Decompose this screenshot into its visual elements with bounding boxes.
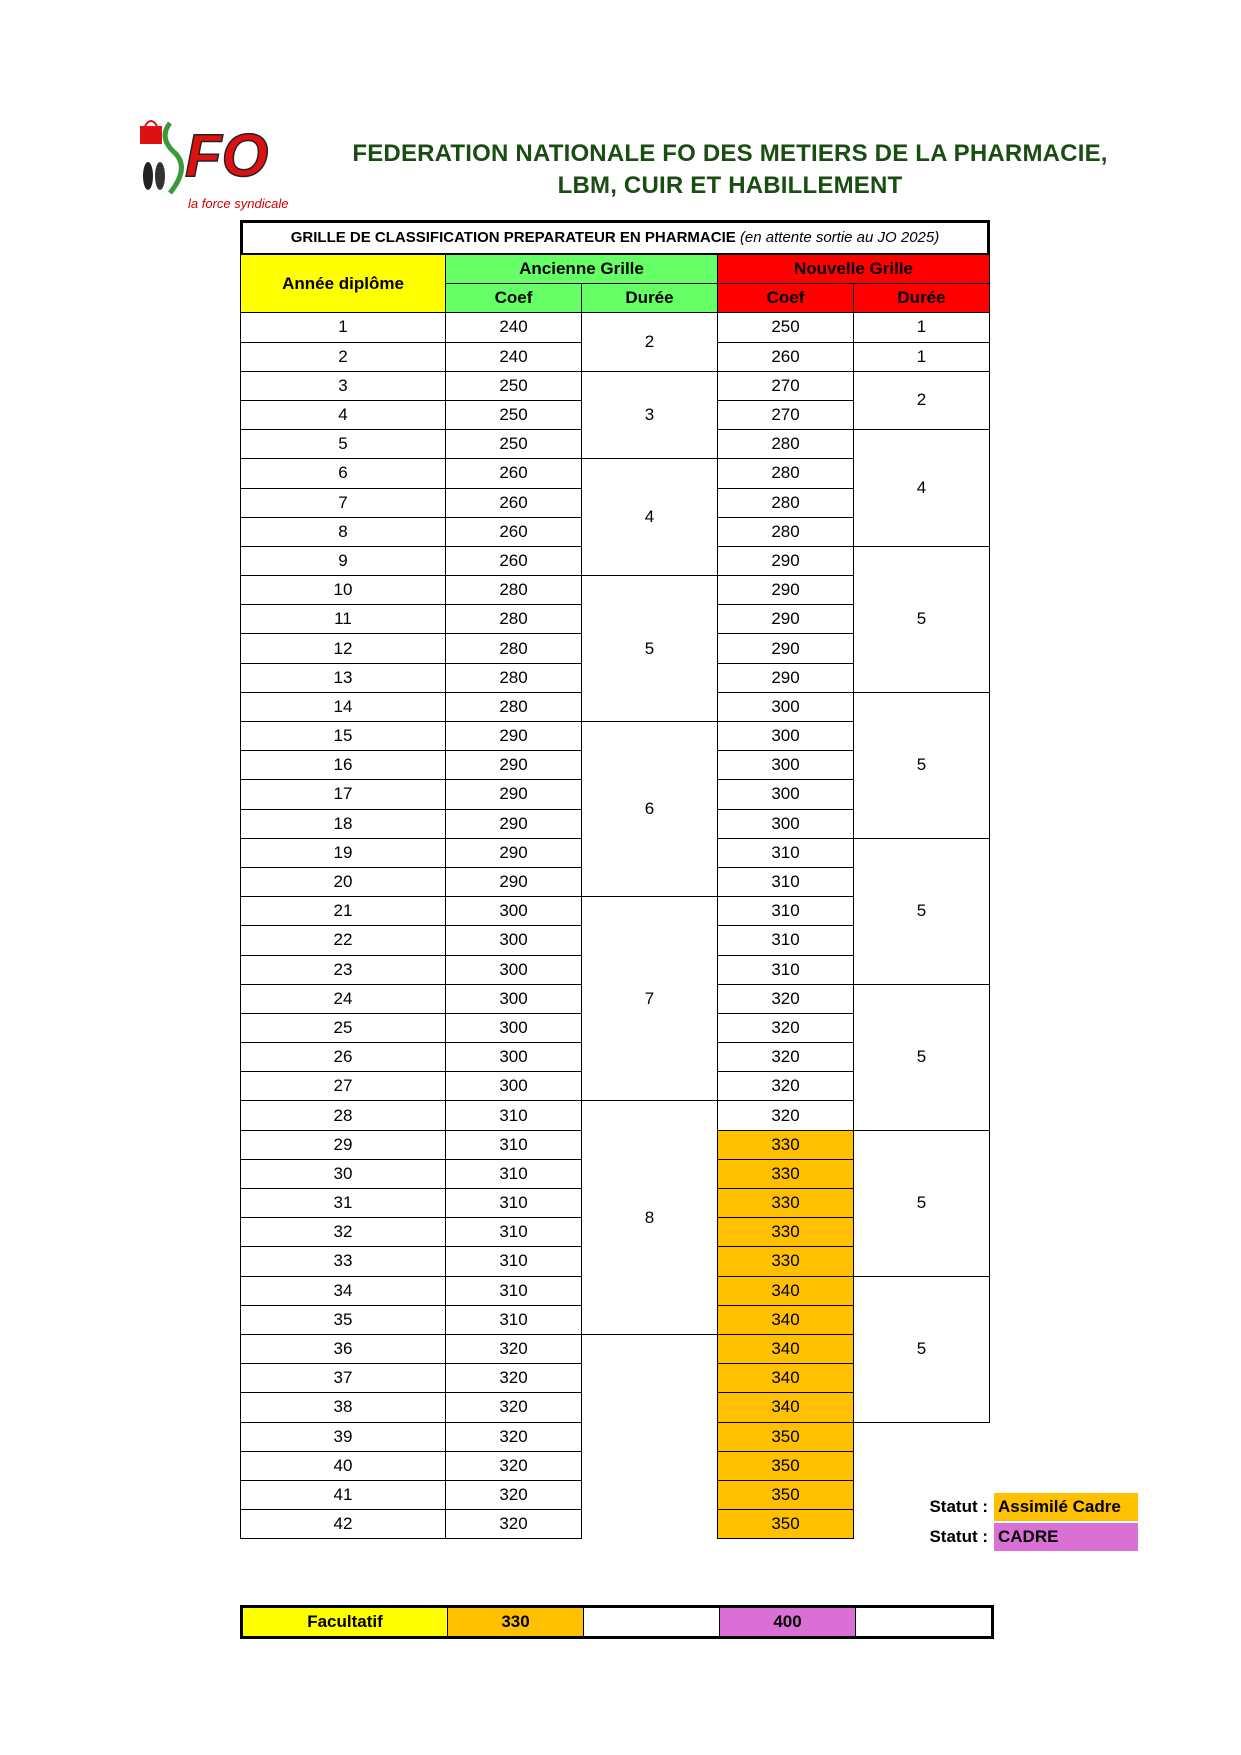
legend-value: Assimilé Cadre	[994, 1493, 1138, 1521]
old-coef-cell: 280	[446, 692, 582, 721]
new-coef-cell: 350	[718, 1422, 854, 1451]
old-coef-cell: 280	[446, 605, 582, 634]
annee-cell: 37	[241, 1364, 446, 1393]
facultatif-old-coef: 330	[448, 1607, 584, 1638]
legend-cadre	[900, 1523, 1138, 1551]
new-coef-cell: 330	[718, 1189, 854, 1218]
annee-cell: 13	[241, 663, 446, 692]
old-coef-cell: 290	[446, 867, 582, 896]
legend-label: Statut :	[929, 1497, 988, 1516]
new-duree-cell: 1	[854, 313, 990, 342]
legend-value: CADRE	[994, 1523, 1138, 1551]
header-annee: Année diplôme	[241, 255, 446, 313]
new-coef-cell: 320	[718, 1101, 854, 1130]
header-ancienne-grille: Ancienne Grille	[446, 255, 718, 284]
old-coef-cell: 290	[446, 751, 582, 780]
old-coef-cell: 260	[446, 488, 582, 517]
annee-cell: 34	[241, 1276, 446, 1305]
new-coef-cell: 290	[718, 546, 854, 575]
annee-cell: 5	[241, 430, 446, 459]
old-coef-cell: 310	[446, 1247, 582, 1276]
fo-logo	[140, 118, 310, 218]
annee-cell: 2	[241, 342, 446, 371]
old-duree-cell: 5	[582, 576, 718, 722]
new-coef-cell: 340	[718, 1393, 854, 1422]
header-old-coef: Coef	[446, 284, 582, 313]
annee-cell: 9	[241, 546, 446, 575]
old-coef-cell: 300	[446, 1043, 582, 1072]
table-row	[241, 313, 990, 342]
old-coef-cell: 290	[446, 780, 582, 809]
new-coef-cell: 320	[718, 1043, 854, 1072]
annee-cell: 12	[241, 634, 446, 663]
facultatif-old-duree	[584, 1607, 720, 1638]
annee-cell: 31	[241, 1189, 446, 1218]
new-coef-cell: 330	[718, 1218, 854, 1247]
annee-cell: 38	[241, 1393, 446, 1422]
new-coef-cell: 330	[718, 1247, 854, 1276]
old-coef-cell: 320	[446, 1510, 582, 1539]
new-coef-cell: 310	[718, 838, 854, 867]
old-coef-cell: 260	[446, 546, 582, 575]
title-line-1: FEDERATION NATIONALE FO DES METIERS DE LA PHARMACIE,	[352, 140, 1108, 167]
facultatif-new-coef: 400	[720, 1607, 856, 1638]
facultatif-label: Facultatif	[242, 1607, 448, 1638]
old-coef-cell: 310	[446, 1159, 582, 1188]
annee-cell: 29	[241, 1130, 446, 1159]
new-coef-cell: 340	[718, 1305, 854, 1334]
old-duree-cell: 7	[582, 897, 718, 1101]
old-coef-cell: 300	[446, 955, 582, 984]
old-coef-cell: 320	[446, 1480, 582, 1509]
new-coef-cell: 280	[718, 430, 854, 459]
annee-cell: 30	[241, 1159, 446, 1188]
header-new-coef: Coef	[718, 284, 854, 313]
old-duree-cell: 6	[582, 722, 718, 897]
new-duree-cell: 5	[854, 692, 990, 838]
annee-cell: 20	[241, 867, 446, 896]
annee-cell: 14	[241, 692, 446, 721]
new-coef-cell: 270	[718, 400, 854, 429]
old-coef-cell: 320	[446, 1451, 582, 1480]
old-coef-cell: 300	[446, 926, 582, 955]
old-coef-cell: 280	[446, 634, 582, 663]
new-coef-cell: 280	[718, 517, 854, 546]
new-coef-cell: 290	[718, 663, 854, 692]
old-coef-cell: 310	[446, 1305, 582, 1334]
old-coef-cell: 300	[446, 897, 582, 926]
new-coef-cell: 350	[718, 1510, 854, 1539]
old-coef-cell: 320	[446, 1334, 582, 1363]
caption-note: (en attente sortie au JO 2025)	[739, 229, 940, 246]
new-coef-cell: 290	[718, 576, 854, 605]
new-duree-cell: 5	[854, 1276, 990, 1422]
annee-cell: 23	[241, 955, 446, 984]
old-coef-cell: 310	[446, 1276, 582, 1305]
classification-table	[240, 254, 990, 1539]
new-duree-cell: 2	[854, 371, 990, 429]
new-coef-cell: 300	[718, 722, 854, 751]
new-duree-cell: 1	[854, 342, 990, 371]
old-coef-cell: 310	[446, 1189, 582, 1218]
old-coef-cell: 320	[446, 1393, 582, 1422]
new-coef-cell: 310	[718, 867, 854, 896]
old-duree-cell: 8	[582, 1101, 718, 1335]
new-coef-cell: 300	[718, 809, 854, 838]
annee-cell: 39	[241, 1422, 446, 1451]
old-coef-cell: 300	[446, 984, 582, 1013]
header-nouvelle-grille: Nouvelle Grille	[718, 255, 990, 284]
annee-cell: 16	[241, 751, 446, 780]
new-coef-cell: 320	[718, 1072, 854, 1101]
annee-cell: 21	[241, 897, 446, 926]
old-coef-cell: 280	[446, 576, 582, 605]
old-coef-cell: 300	[446, 1072, 582, 1101]
annee-cell: 4	[241, 400, 446, 429]
new-coef-cell: 300	[718, 751, 854, 780]
new-coef-cell: 260	[718, 342, 854, 371]
new-coef-cell: 340	[718, 1334, 854, 1363]
annee-cell: 27	[241, 1072, 446, 1101]
annee-cell: 1	[241, 313, 446, 342]
annee-cell: 17	[241, 780, 446, 809]
old-coef-cell: 250	[446, 400, 582, 429]
annee-cell: 6	[241, 459, 446, 488]
old-coef-cell: 290	[446, 722, 582, 751]
new-coef-cell: 280	[718, 488, 854, 517]
new-coef-cell: 320	[718, 984, 854, 1013]
annee-cell: 3	[241, 371, 446, 400]
header-new-duree: Durée	[854, 284, 990, 313]
annee-cell: 24	[241, 984, 446, 1013]
new-coef-cell: 290	[718, 634, 854, 663]
old-coef-cell: 310	[446, 1130, 582, 1159]
header-old-duree: Durée	[582, 284, 718, 313]
annee-cell: 8	[241, 517, 446, 546]
new-coef-cell: 330	[718, 1159, 854, 1188]
new-coef-cell: 310	[718, 897, 854, 926]
legend-assimile-cadre	[900, 1493, 1138, 1521]
old-duree-cell: 2	[582, 313, 718, 371]
page-title	[330, 138, 1130, 202]
title-line-2: LBM, CUIR ET HABILLEMENT	[557, 172, 903, 199]
old-coef-cell: 260	[446, 517, 582, 546]
legend-label: Statut :	[929, 1527, 988, 1546]
new-duree-cell: 5	[854, 1130, 990, 1276]
new-duree-cell: 5	[854, 546, 990, 692]
new-coef-cell: 250	[718, 313, 854, 342]
new-coef-cell: 350	[718, 1451, 854, 1480]
old-duree-cell: 3	[582, 371, 718, 459]
old-coef-cell: 310	[446, 1101, 582, 1130]
new-coef-cell: 340	[718, 1364, 854, 1393]
facultatif-row	[240, 1605, 994, 1639]
annee-cell: 26	[241, 1043, 446, 1072]
old-coef-cell: 240	[446, 342, 582, 371]
annee-cell: 33	[241, 1247, 446, 1276]
annee-cell: 40	[241, 1451, 446, 1480]
annee-cell: 35	[241, 1305, 446, 1334]
old-coef-cell: 300	[446, 1013, 582, 1042]
new-coef-cell: 310	[718, 926, 854, 955]
annee-cell: 10	[241, 576, 446, 605]
header-row-1	[241, 255, 990, 284]
old-coef-cell: 240	[446, 313, 582, 342]
new-coef-cell: 350	[718, 1480, 854, 1509]
new-coef-cell: 340	[718, 1276, 854, 1305]
old-coef-cell: 290	[446, 809, 582, 838]
annee-cell: 11	[241, 605, 446, 634]
old-coef-cell: 310	[446, 1218, 582, 1247]
annee-cell: 36	[241, 1334, 446, 1363]
svg-text:FO: FO	[185, 122, 269, 189]
annee-cell: 25	[241, 1013, 446, 1042]
old-duree-cell	[582, 1334, 718, 1538]
new-coef-cell: 310	[718, 955, 854, 984]
annee-cell: 7	[241, 488, 446, 517]
svg-text:la force syndicale: la force syndicale	[188, 196, 289, 211]
facultatif-new-duree	[856, 1607, 993, 1638]
new-coef-cell: 290	[718, 605, 854, 634]
caption-main: GRILLE DE CLASSIFICATION PREPARATEUR EN PHARMACIE	[290, 229, 736, 246]
old-coef-cell: 280	[446, 663, 582, 692]
annee-cell: 19	[241, 838, 446, 867]
new-coef-cell: 280	[718, 459, 854, 488]
new-coef-cell: 300	[718, 780, 854, 809]
old-coef-cell: 320	[446, 1422, 582, 1451]
old-coef-cell: 320	[446, 1364, 582, 1393]
new-coef-cell: 330	[718, 1130, 854, 1159]
new-duree-cell: 5	[854, 838, 990, 984]
table-caption	[240, 220, 990, 256]
old-duree-cell: 4	[582, 459, 718, 576]
old-coef-cell: 290	[446, 838, 582, 867]
annee-cell: 18	[241, 809, 446, 838]
annee-cell: 15	[241, 722, 446, 751]
annee-cell: 32	[241, 1218, 446, 1247]
table-row	[241, 371, 990, 400]
annee-cell: 41	[241, 1480, 446, 1509]
new-coef-cell: 270	[718, 371, 854, 400]
old-coef-cell: 250	[446, 430, 582, 459]
annee-cell: 22	[241, 926, 446, 955]
annee-cell: 28	[241, 1101, 446, 1130]
new-duree-cell: 5	[854, 984, 990, 1130]
new-coef-cell: 300	[718, 692, 854, 721]
new-duree-cell: 4	[854, 430, 990, 547]
old-coef-cell: 260	[446, 459, 582, 488]
annee-cell: 42	[241, 1510, 446, 1539]
old-coef-cell: 250	[446, 371, 582, 400]
new-duree-cell	[854, 1422, 990, 1539]
new-coef-cell: 320	[718, 1013, 854, 1042]
